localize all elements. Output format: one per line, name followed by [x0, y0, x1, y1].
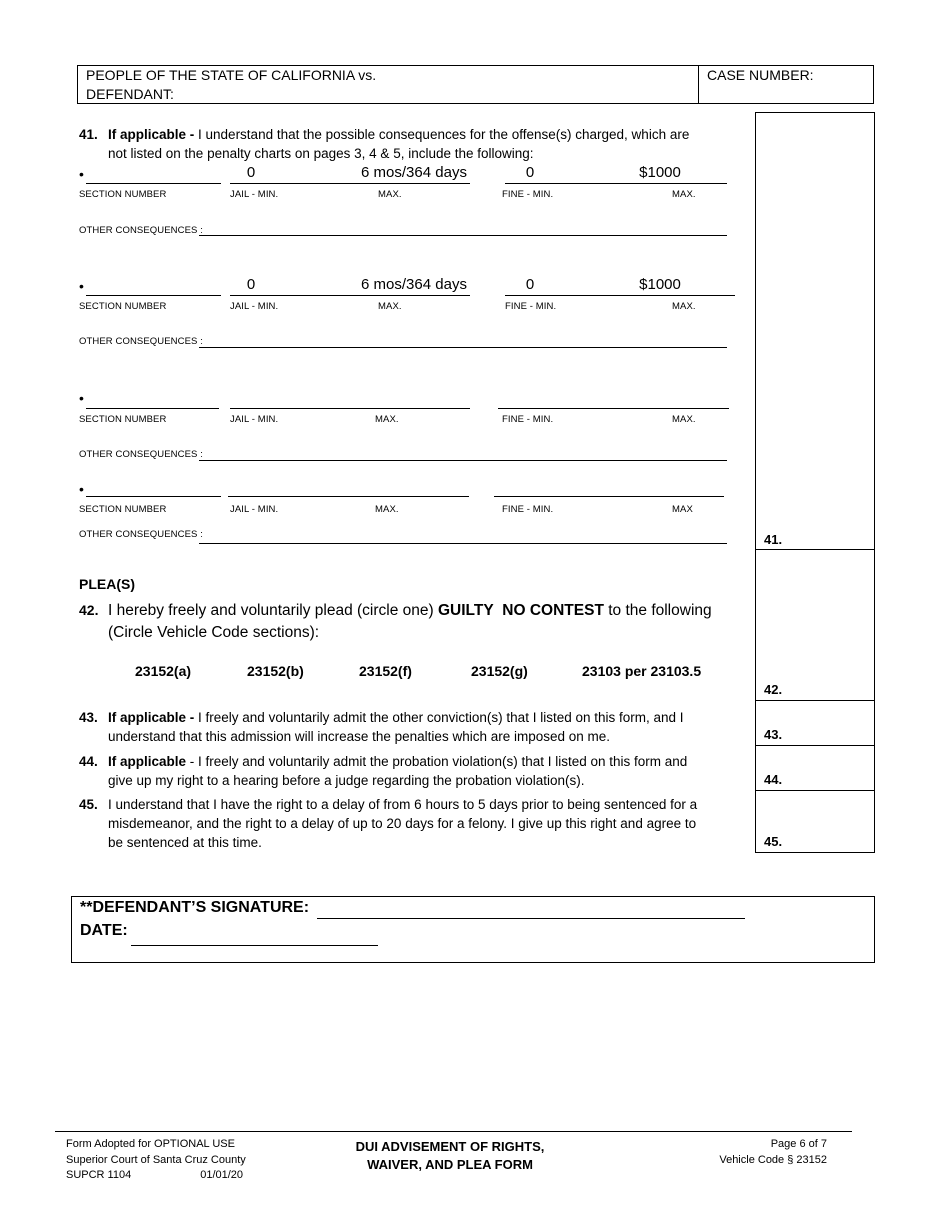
row2-label-section: SECTION NUMBER — [79, 301, 167, 312]
item-45-line3: be sentenced at this time. — [108, 835, 262, 850]
item-42-text-b: to the following — [603, 602, 712, 619]
item-42-number: 42. — [79, 602, 99, 618]
footer-form-id: SUPCR 1104 — [66, 1169, 132, 1181]
row3-fine-field[interactable] — [498, 408, 729, 409]
row4-label-section: SECTION NUMBER — [79, 504, 167, 515]
row1-fine-max: $1000 — [639, 164, 681, 181]
item-42-text-a: I hereby freely and voluntarily plead (circle one) — [108, 602, 438, 619]
row4-jail-field[interactable] — [228, 496, 469, 497]
row1-other-label: OTHER CONSEQUENCES : — [79, 225, 203, 236]
item-44-line1: - I freely and voluntarily admit the probation violation(s) that I listed on this form and — [186, 754, 688, 769]
row2-label-fine-max: MAX. — [672, 301, 696, 312]
footer-left-2: Superior Court of Santa Cruz County — [66, 1153, 246, 1166]
code-23152b[interactable]: 23152(b) — [247, 663, 304, 679]
initials-label-42: 42. — [764, 682, 783, 697]
row3-other-field[interactable] — [199, 460, 727, 461]
item-44-line2: give up my right to a hearing before a judge regarding the probation violation(s). — [108, 773, 585, 788]
row3-other-label: OTHER CONSEQUENCES : — [79, 449, 203, 460]
plea-guilty[interactable]: GUILTY — [437, 602, 494, 619]
footer-title-1: DUI ADVISEMENT OF RIGHTS, — [355, 1139, 545, 1154]
item-43-line1: I freely and voluntarily admit the other conviction(s) that I listed on this form, and I — [194, 710, 684, 725]
row3-section-field[interactable] — [86, 408, 219, 409]
row1-label-section: SECTION NUMBER — [79, 189, 167, 200]
row1-label-fine-max: MAX. — [672, 189, 696, 200]
code-23152g[interactable]: 23152(g) — [471, 663, 528, 679]
item-42-text-line2: (Circle Vehicle Code sections): — [108, 624, 320, 641]
row1-fine-min: 0 — [525, 164, 535, 181]
row1-jail-max: 6 mos/364 days — [361, 164, 467, 181]
row1-jail-min: 0 — [246, 164, 256, 181]
footer-left-1: Form Adopted for OPTIONAL USE — [66, 1138, 235, 1150]
item-41-line2: not listed on the penalty charts on pages 3, 4 & 5, include the following: — [108, 146, 534, 161]
initials-label-44: 44. — [764, 772, 783, 787]
date-field[interactable] — [131, 945, 378, 946]
caption-divider — [698, 65, 699, 104]
row3-label-jail-max: MAX. — [375, 414, 399, 425]
pleas-heading: PLEA(S) — [79, 576, 135, 592]
signature-label: **DEFENDANT’S SIGNATURE: — [80, 899, 310, 916]
row1-jail-field[interactable] — [230, 183, 470, 184]
row4-label-fine-max: MAX — [672, 504, 693, 515]
row4-fine-field[interactable] — [494, 496, 724, 497]
row4-other-field[interactable] — [199, 543, 727, 544]
row2-bullet: • — [79, 278, 84, 294]
item-45-text — [108, 795, 753, 852]
item-44-text — [108, 752, 753, 790]
item-41-lead: If applicable - — [108, 127, 195, 142]
row3-label-fine-min: FINE - MIN. — [502, 414, 554, 425]
item-42-text — [108, 600, 712, 644]
signature-field[interactable] — [317, 918, 745, 919]
row4-label-jail-min: JAIL - MIN. — [230, 504, 279, 515]
row2-section-field[interactable] — [86, 295, 221, 296]
item-41-text — [108, 125, 753, 163]
footer-form-date: 01/01/20 — [200, 1169, 244, 1181]
item-44-lead: If applicable — [108, 754, 187, 769]
initials-label-43: 43. — [764, 727, 783, 742]
row3-bullet: • — [79, 390, 84, 406]
row3-label-fine-max: MAX. — [672, 414, 696, 425]
footer-left — [66, 1137, 246, 1184]
item-43-line2: understand that this admission will increase the penalties which are imposed on me. — [108, 729, 611, 744]
row1-bullet: • — [79, 166, 84, 182]
row1-other-field[interactable] — [199, 235, 727, 236]
item-45-number: 45. — [79, 797, 98, 812]
row2-jail-max: 6 mos/364 days — [361, 276, 467, 293]
row4-other-label: OTHER CONSEQUENCES : — [79, 529, 203, 540]
item-41-number: 41. — [79, 127, 98, 142]
item-45-line2: misdemeanor, and the right to a delay of up to 20 days for a felony. I give up this right and agree to — [108, 816, 697, 831]
row1-label-jail-min: JAIL - MIN. — [230, 189, 279, 200]
item-45-line1: I understand that I have the right to a delay of from 6 hours to 5 days prior to being sentenced for a — [108, 797, 698, 812]
item-41-line1: I understand that the possible consequences for the offense(s) charged, which are — [194, 127, 690, 142]
initials-divider-42 — [755, 700, 875, 701]
defendant-label: DEFENDANT: — [86, 86, 174, 102]
item-43-text — [108, 708, 753, 746]
row3-label-jail-min: JAIL - MIN. — [230, 414, 279, 425]
row2-label-jail-min: JAIL - MIN. — [230, 301, 279, 312]
footer-page: Page 6 of 7 — [770, 1138, 827, 1150]
initials-divider-41 — [755, 549, 875, 550]
code-23103[interactable]: 23103 per 23103.5 — [582, 663, 702, 679]
row2-fine-field[interactable] — [505, 295, 735, 296]
row1-fine-field[interactable] — [505, 183, 727, 184]
initials-label-41: 41. — [764, 532, 783, 547]
item-43-lead: If applicable - — [108, 710, 195, 725]
row1-section-field[interactable] — [86, 183, 221, 184]
code-23152f[interactable]: 23152(f) — [359, 663, 412, 679]
row2-fine-max: $1000 — [639, 276, 681, 293]
row2-jail-field[interactable] — [230, 295, 470, 296]
row2-jail-min: 0 — [246, 276, 256, 293]
row4-bullet: • — [79, 481, 84, 497]
code-23152a[interactable]: 23152(a) — [135, 663, 192, 679]
row4-label-fine-min: FINE - MIN. — [502, 504, 554, 515]
date-label: DATE: — [80, 922, 128, 939]
row1-label-fine-min: FINE - MIN. — [502, 189, 554, 200]
footer-right — [700, 1137, 827, 1168]
row3-jail-field[interactable] — [230, 408, 470, 409]
initials-divider-44 — [755, 790, 875, 791]
row2-label-jail-max: MAX. — [378, 301, 402, 312]
initials-label-45: 45. — [764, 834, 783, 849]
row2-label-fine-min: FINE - MIN. — [505, 301, 557, 312]
footer-center — [330, 1138, 570, 1174]
item-43-number: 43. — [79, 710, 98, 725]
footer-code: Vehicle Code § 23152 — [719, 1153, 827, 1166]
row2-other-label: OTHER CONSEQUENCES : — [79, 336, 203, 347]
row1-label-jail-max: MAX. — [378, 189, 402, 200]
row2-other-field[interactable] — [199, 347, 727, 348]
people-line: PEOPLE OF THE STATE OF CALIFORNIA vs. — [86, 67, 377, 83]
initials-divider-43 — [755, 745, 875, 746]
row3-label-section: SECTION NUMBER — [79, 414, 167, 425]
row4-section-field[interactable] — [86, 496, 221, 497]
plea-no-contest[interactable]: NO CONTEST — [502, 602, 604, 619]
row2-fine-min: 0 — [525, 276, 535, 293]
footer-title-2: WAIVER, AND PLEA FORM — [367, 1157, 533, 1172]
footer-rule — [55, 1131, 852, 1132]
item-44-number: 44. — [79, 754, 98, 769]
row4-label-jail-max: MAX. — [375, 504, 399, 515]
case-number-label: CASE NUMBER: — [707, 67, 814, 83]
